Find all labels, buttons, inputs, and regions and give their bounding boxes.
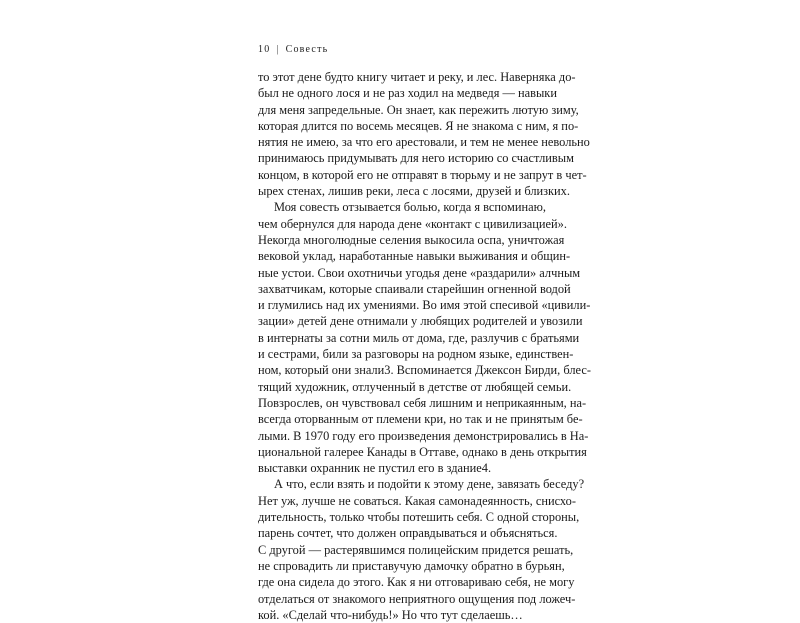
text-line: циональной галерее Канады в Оттаве, однако в день открытия [258,444,587,459]
text-line: А что, если взять и подойти к этому дене, завязать беседу? [274,477,585,492]
section-title: Совесть [285,44,329,55]
text-line: Нет уж, лучше не соваться. Какая самонадеянность, снисхо- [258,493,576,508]
text-line: выставки охранник не пустил его в здание4. [258,461,492,476]
header-separator: | [276,44,280,55]
text-line: С другой — растерявшимся полицейским придется решать, [258,542,574,557]
text-line: для меня запредельные. Он знает, как пережить лютую зиму, [258,102,579,117]
paragraph [258,476,585,623]
text-line: всегда оторванным от племени кри, но так и не принятым бе- [258,412,583,427]
text-line: ырех стенах, лишив реки, леса с лосями, друзей и близких. [258,184,570,199]
text-line: зации» детей дене отнимали у любящих родителей и увозили [258,314,583,329]
text-line: и сестрами, били за разговоры на родном языке, единствен- [258,347,574,362]
paragraph [258,69,590,199]
text-line: принимаюсь придумывать для него историю со счастливым [258,151,574,166]
text-line: Некогда многолюдные селения выкосила оспа, уничтожая [258,232,565,247]
text-line: дительность, только чтобы потешить себя. С одной стороны, [258,510,580,525]
text-line: Повзрослев, он чувствовал себя лишним и неприкаянным, на- [258,395,587,410]
running-head [258,44,328,55]
text-line: концом, в которой его не отправят в тюрьму и не запрут в чет- [258,167,587,182]
text-line: парень сочтет, что должен оправдываться и объясняться. [258,526,558,541]
text-line: чем обернулся для народа дене «контакт с цивилизацией». [258,216,567,231]
text-line: лыми. В 1970 году его произведения демонстрировались в На- [258,428,589,443]
text-line: нятия не имею, за что его арестовали, и тем не менее невольно [258,135,590,150]
text-line: захватчикам, которые спаивали старейшин огненной водой [258,281,571,296]
text-line: ные устои. Свои охотничьи угодья дене «раздарили» алчным [258,265,581,280]
text-line: Моя совесть отзывается болью, когда я вспоминаю, [274,200,546,215]
text-line: где она сидела до этого. Как я ни отговариваю себя, не могу [258,575,575,590]
text-line: в интернаты за сотни миль от дома, где, разлучив с братьями [258,330,580,345]
text-line: и глумились над их умениями. Во имя этой спесивой «цивили- [258,298,591,313]
text-line: вековой уклад, наработанные навыки выживания и общин- [258,249,571,264]
text-line: был не одного лося и не раз ходил на медведя — навыки [258,86,557,101]
paragraph [258,199,591,476]
text-line: которая длится по восемь месяцев. Я не знакома с ним, я по- [258,118,579,133]
text-line: то этот дене будто книгу читает и реку, и лес. Наверняка до- [258,70,576,84]
text-line: отделаться от знакомого неприятного ощущения под ложеч- [258,591,576,606]
text-line: ном, который они знали3. Вспоминается Джексон Бирди, блес- [258,363,591,378]
text-line: кой. «Сделай что-нибудь!» Но что тут сделаешь… [258,607,523,622]
text-line: тящий художник, отлученный в детстве от любящей семьи. [258,379,572,394]
body-text [258,69,591,623]
text-line: не спровадить ли приставучую дамочку обратно в бурьян, [258,558,565,573]
page-number: 10 [258,44,271,55]
